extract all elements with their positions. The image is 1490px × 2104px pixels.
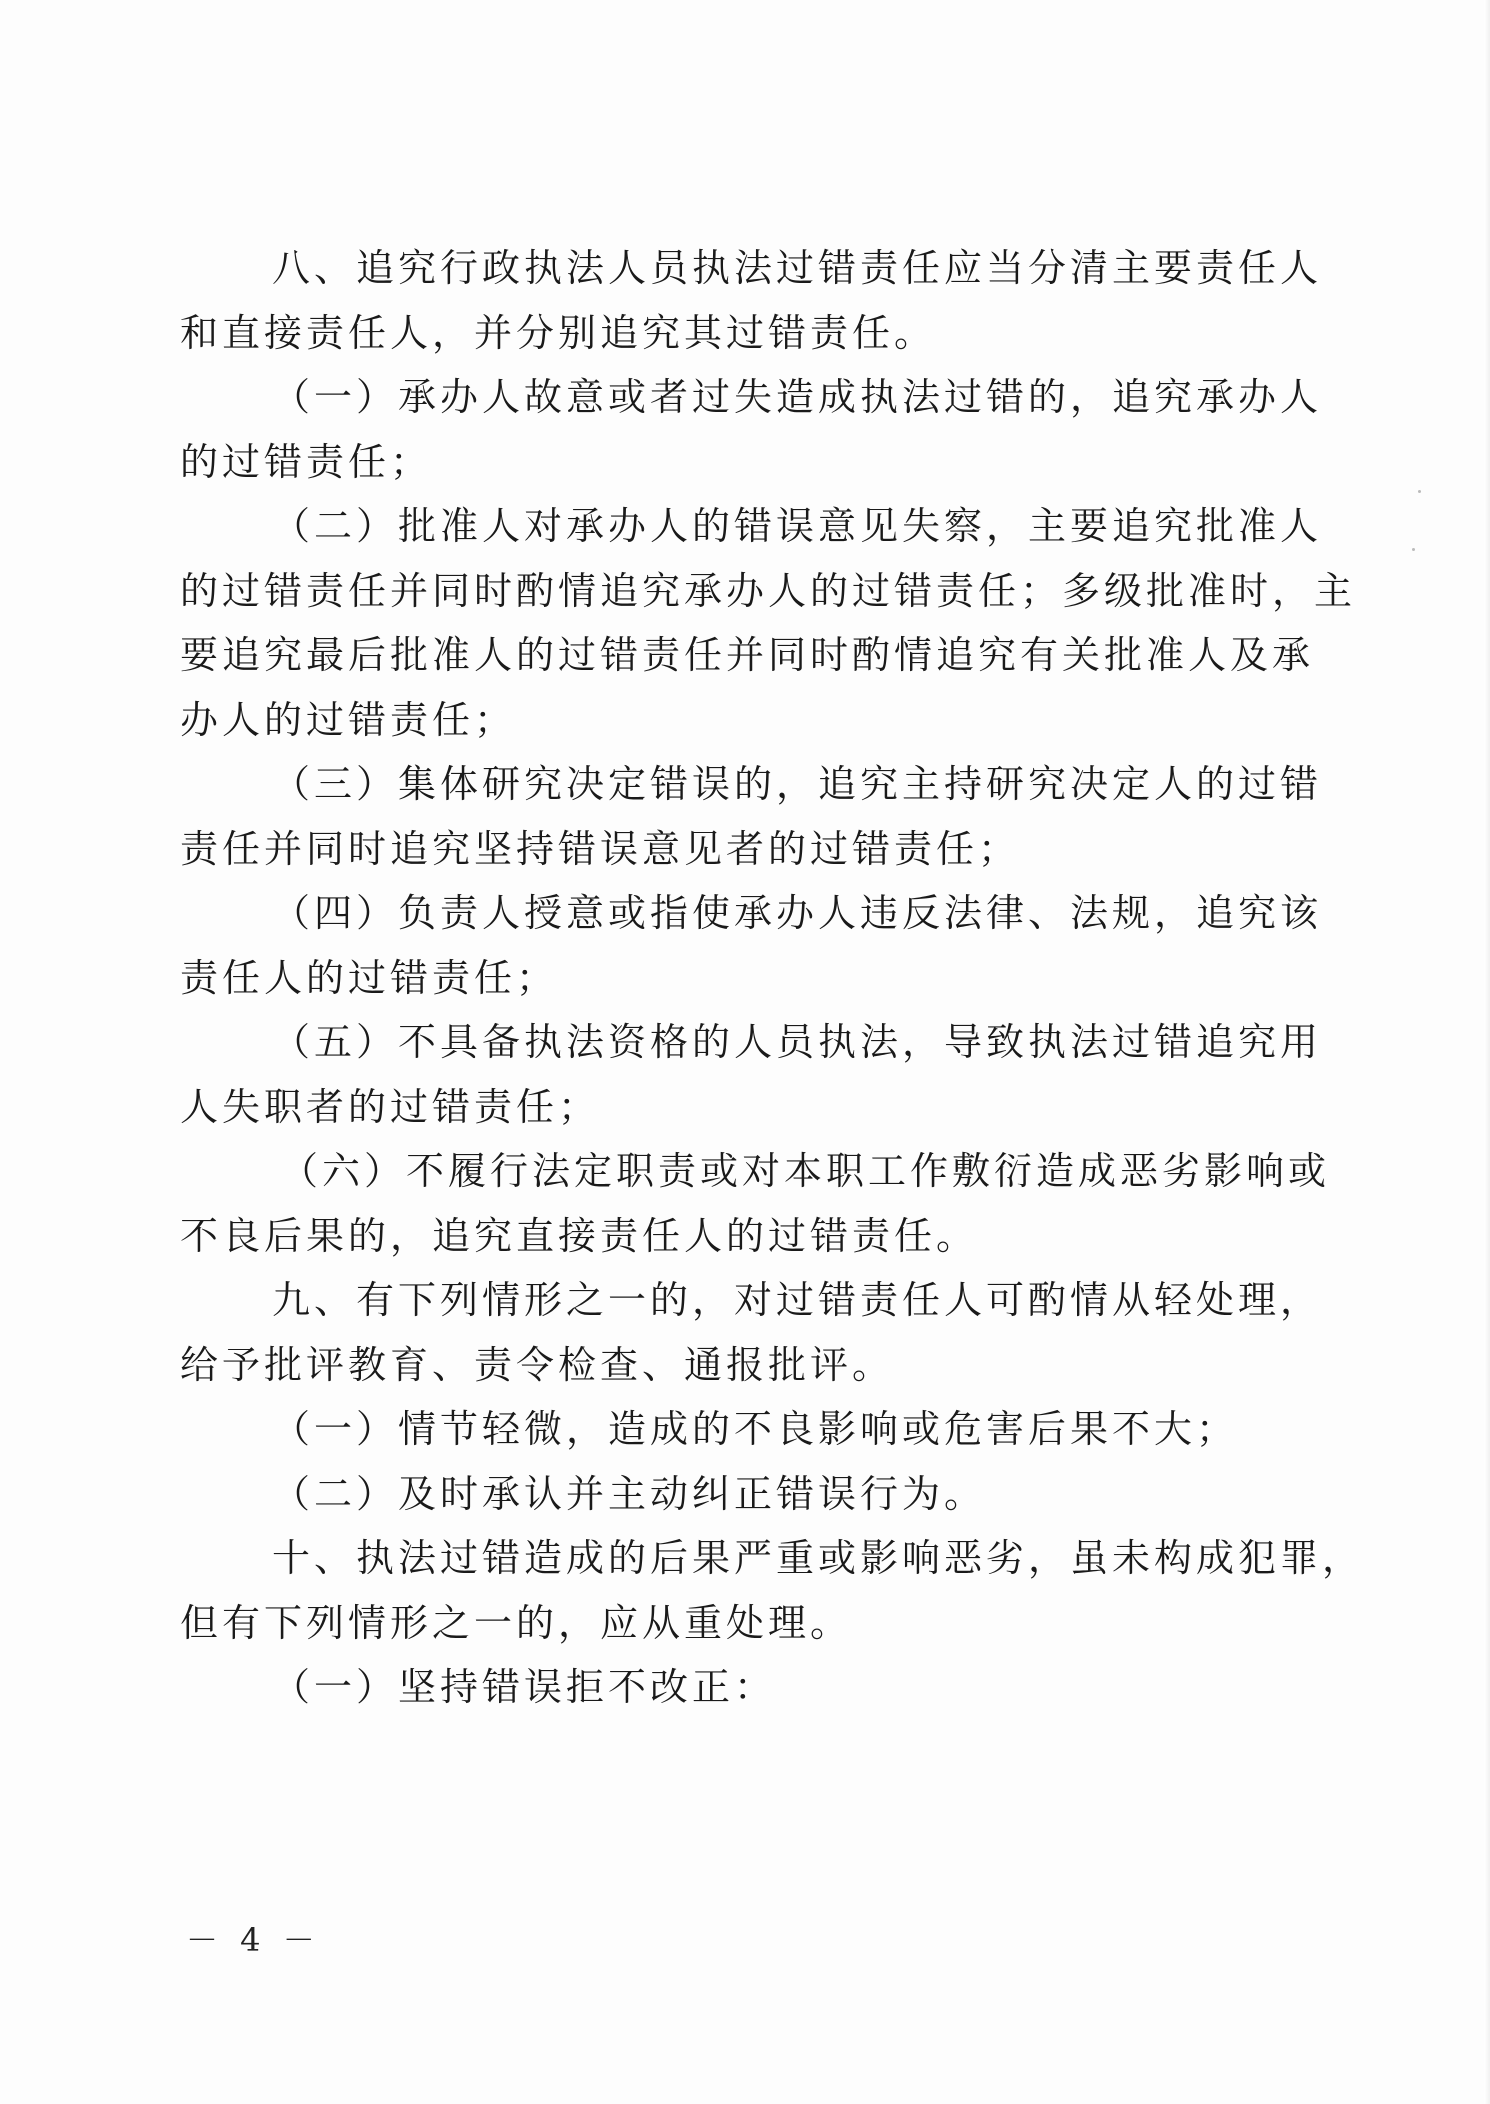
text-line: 九、有下列情形之一的，对过错责任人可酌情从轻处理， (272, 1278, 1323, 1322)
text-line: 八、追究行政执法人员执法过错责任应当分清主要责任人 (272, 246, 1323, 290)
text-line: 的过错责任； (180, 439, 433, 484)
text-line: （五）不具备执法资格的人员执法，导致执法过错追究用 (272, 1020, 1323, 1064)
text-line: 责任人的过错责任； (180, 955, 559, 1000)
text-line: （三）集体研究决定错误的，追究主持研究决定人的过错 (272, 762, 1323, 806)
text-line: 和直接责任人，并分别追究其过错责任。 (180, 310, 937, 355)
text-line: （二）及时承认并主动纠正错误行为。 (272, 1471, 987, 1516)
text-line: 给予批评教育、责令检查、通报批评。 (180, 1342, 895, 1387)
text-line: 人失职者的过错责任； (180, 1084, 601, 1129)
scan-edge (1484, 0, 1490, 2104)
text-line: （四）负责人授意或指使承办人违反法律、法规，追究该 (272, 891, 1323, 935)
text-line: （二）批准人对承办人的错误意见失察，主要追究批准人 (272, 504, 1323, 548)
text-line: 十、执法过错造成的后果严重或影响恶劣，虽未构成犯罪， (272, 1536, 1365, 1580)
text-line: 不良后果的，追究直接责任人的过错责任。 (180, 1213, 979, 1258)
text-line: （一）承办人故意或者过失造成执法过错的，追究承办人 (272, 375, 1323, 419)
document-body (180, 236, 1365, 1720)
scan-speck (1418, 490, 1421, 493)
text-line: （一）坚持错误拒不改正： (272, 1665, 777, 1709)
scan-speck (1412, 548, 1415, 551)
text-line: 办人的过错责任； (180, 697, 517, 742)
text-line: 的过错责任并同时酌情追究承办人的过错责任；多级批准时，主 (180, 568, 1357, 613)
text-line: （六）不履行法定职责或对本职工作敷衍造成恶劣影响或 (280, 1149, 1331, 1193)
page-number: － 4 － (186, 1921, 321, 1959)
text-line: 责任并同时追究坚持错误意见者的过错责任； (180, 826, 1021, 871)
text-line: 但有下列情形之一的，应从重处理。 (180, 1600, 853, 1645)
body-text (180, 236, 1365, 1720)
text-line: （一）情节轻微，造成的不良影响或危害后果不大； (272, 1407, 1239, 1451)
text-line: 要追究最后批准人的过错责任并同时酌情追究有关批准人及承 (180, 633, 1315, 677)
